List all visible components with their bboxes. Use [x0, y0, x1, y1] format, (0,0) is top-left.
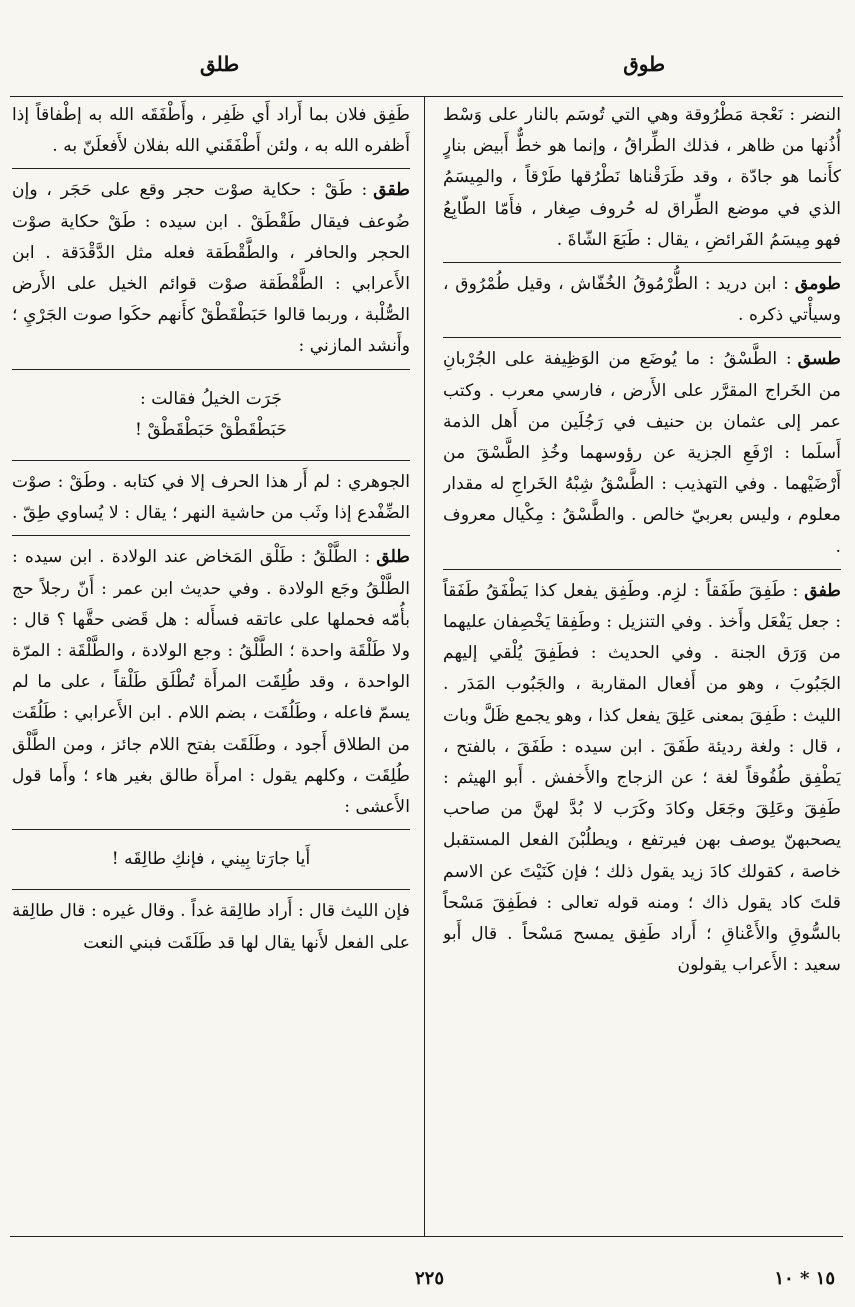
- entry-text: النضر : نَعْجة مَطْرُوقة وهي التي تُوسَم بالنار على وَسْط أُذُنها من ظاهر ، فذلك الطِّراقُ ، وإنما هو خطٌّ أَبيض بنارٍ كأَنما هو جادّة ، وقد طَرَقْناها نَطْرُقها طَرْقاً ، والمِيسَمُ الذي في موضع الطِّراق له حُروف صِغار ، فأَمّا الطّابِعُ فهو مِيسَمُ الفَرائضِ ، يقال : طَبَعَ الشّاةَ .: [443, 105, 841, 250]
- top-rule: [10, 96, 843, 97]
- verse-line: أَيا جارَتا بِيني ، فإنكِ طالِقَه !: [111, 849, 311, 870]
- entry-text: : الطَّلْقُ : طَلْق المَخاض عند الولادة . ابن سيده : الطَّلْقُ وجَع الولادة . وفي حديث ابن عمر : أَنّ رجلاً حج بأُمّه فحملها على عاتقه فسأَله : هل قَضى حقَّها ؟ قال : ولا طَلْقَة واحدة ؛ الطَّلْقُ : وجع الولادة ، والطَّلْقَة : المرّة الواحدة ، وقد طُلِقَت المرأَة تُطْلَق طَلْقاً ، على ما لم يسمّ فاعله ، وطَلُقَت ، بضم اللام . ابن الأَعرابي : طَلُقَت من الطلاق أَجود ، وطَلَقَت بفتح اللام جائز ، ومن الطَّلْق طُلِقَت ، وكلهم يقول : امرأَة طالق بغير هاء ؛ وأَما قول الأَعشى :: [12, 547, 410, 818]
- entry-text: : ابن دريد : الطُّرْمُوقُ الخُفّاش ، وقيل طُمْرُوق ، وسيأْتي ذكره .: [443, 274, 841, 326]
- dictionary-entry: [443, 337, 841, 568]
- verse-quote: [12, 844, 410, 875]
- entry-text: : طَقْ : حكاية صوْت حجر وقع على حَجَر ، وإن ضُوعف فيقال طَقْطَقْ . ابن سيده : طَقْ حكاية صوْت الحجر والحافر ، والطَّقْطَقة فعله مثل الدَّقْدَقة . ابن الأَعرابي : الطَّقْطَقة صوْت قوائم الخيل على الأَرض الصُّلْبة ، وربما قالوا حَبَطْقَطْقْ كأَنهم حكَوا صوت الجَرْيِ ؛ وأَنشد المازني :: [12, 180, 410, 357]
- entry-headword: طفق: [804, 580, 841, 601]
- entry-text: طَفِق فلان بما أَراد أَي ظَفِر ، وأَطْفَقَه الله به إطْفاقاً إذا أَظفره الله به ، ولئن أَطْفَقَني الله بفلان لأَفعلَنّ به .: [12, 105, 410, 157]
- entry-text: فإن الليث قال : أَراد طالِقة غداً . وقال غيره : قال طالِقة على الفعل لأَنها يقال لها قد طَلَقَت فبني النعت: [12, 901, 410, 953]
- entry-headword: طسق: [797, 349, 841, 370]
- dictionary-entry: [12, 100, 410, 168]
- dictionary-entry: [12, 889, 410, 964]
- entry-headword: طلق: [376, 547, 410, 568]
- dictionary-entry: [443, 569, 841, 988]
- entry-text: الجوهري : لم أَر هذا الحرف إلا في كتابه . وطَقْ : صوْت الضِّفْدع إذا وثَب من حاشية النهر ؛ يقال : لا يُساوي طِقّ .: [12, 472, 410, 524]
- running-head-right: طوق: [623, 52, 665, 76]
- left-column: [12, 100, 410, 1231]
- dictionary-entry: [12, 460, 410, 535]
- dictionary-entry: [12, 535, 410, 829]
- dictionary-entry: [443, 262, 841, 337]
- right-column: [443, 100, 841, 1231]
- signature-mark: ١٥ * ١٠: [774, 1268, 835, 1289]
- verse-line: جَرَت الخيلُ فقالت :: [139, 388, 283, 409]
- verse-line: حَبَطْقَطْقْ حَبَطْقَطْقْ !: [135, 419, 287, 440]
- entry-headword: طقق: [373, 180, 410, 201]
- running-head-left: طلق: [200, 52, 240, 76]
- entry-text: : الطَّسْقُ : ما يُوضَع من الوَظِيفة على الجُرْبانِ من الخَراج المقرَّر على الأَرض ، فارسي معرب . وكتب عمر إلى عثمان بن حنيف في رَجُلَين من أَهل الذمة أَسلَما : ارْفَعِ الجزية عن رؤوسهما وخُذِ الطَّسْقَ من أَرْضَيْهما . وفي التهذيب : الطَّسْقُ شِبْهُ الخَراجِ له مقدار معلوم ، وليس بعربيّ خالص . والطَّسْقُ : مِكْيال معروف .: [443, 349, 841, 557]
- dictionary-entry: [443, 100, 841, 262]
- dictionary-entry: [12, 829, 410, 889]
- dictionary-entry: [12, 369, 410, 460]
- column-divider: [424, 96, 425, 1237]
- entry-text: : طَفِقَ طَفَقاً : لزِم. وطَفِق يفعل كذا يَطْفَقُ طَفَقاً : جعل يَفْعَل وأَخذ . وفي التنزيل : وطَفِقا يَخْصِفان عليهما من وَرَق الجنة . وفي الحديث : فطَفِقَ يُلْقي إليهم الجَبُوبَ ، وهو من أَفعال المقاربة ، والجَبُوب المَدَر . الليث : طَفِقَ بمعنى عَلِقَ يفعل كذا ، وهو يجمع ظَلَّ وبات ، قال : ولغة رديئة طَفَقَ . ابن سيده : طَفَقَ ، بالفتح ، يَطْفِق طُفُوقاً لغة ؛ عن الزجاج والأَخفش . أَبو الهيثم : طَفِقَ وعَلِقَ وجَعَل وكادَ وكَرَب لا بُدَّ لهنَّ من صاحب يصحبهنّ يوصف بهن فيرتفع ، ويطلُبْنَ الفعل المستقبل خاصة ، كقولك كادَ زيد يقول ذلك ؛ فإن كَنَيْتَ عن الاسم قلتَ كاد يقول ذاك ؛ ومنه قوله تعالى : فطَفِقَ مَسْحاً بالسُّوقِ والأَعْناقِ ؛ أَراد طَفِق يمسح مَسْحاً . قال أَبو سعيد : الأَعراب يقولون: [443, 580, 841, 976]
- verse-quote: [12, 384, 410, 446]
- page-number: ٢٢٥: [415, 1268, 445, 1289]
- entry-headword: طومق: [794, 274, 841, 295]
- dictionary-entry: [12, 168, 410, 368]
- bottom-rule: [10, 1236, 843, 1237]
